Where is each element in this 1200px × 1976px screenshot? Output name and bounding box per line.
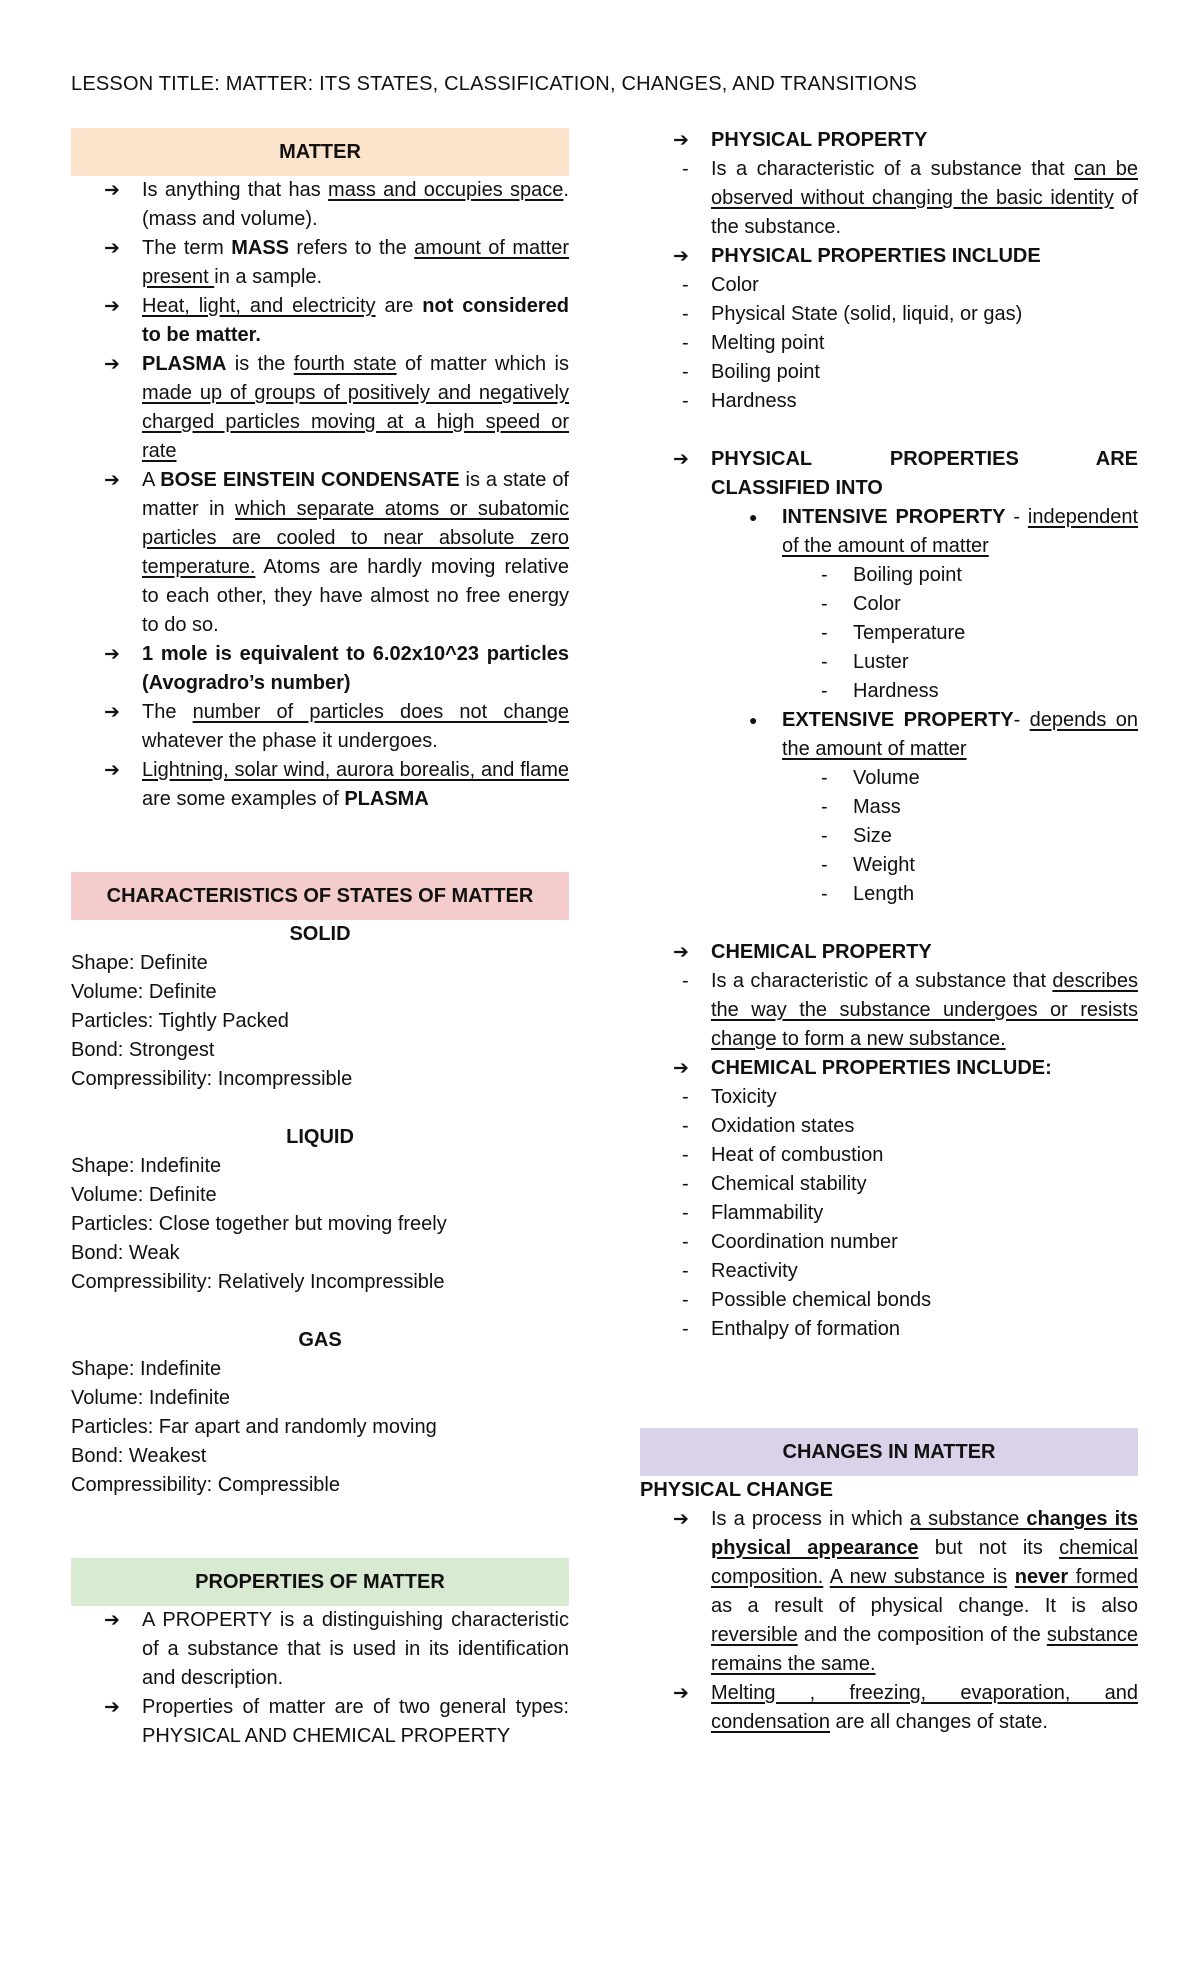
solid-line: Particles: Tightly Packed bbox=[71, 1010, 289, 1032]
physical-definition-list bbox=[640, 155, 1138, 242]
liquid-line: Compressibility: Relatively Incompressible bbox=[71, 1271, 445, 1293]
list-item: - Flammability bbox=[640, 1199, 1138, 1228]
liquid-line: Bond: Weak bbox=[71, 1242, 180, 1264]
list-item: - Hardness bbox=[640, 677, 1138, 706]
list-item: - Toxicity bbox=[640, 1083, 1138, 1112]
gas-block bbox=[71, 1326, 569, 1500]
list-item: ➔ Lightning, solar wind, aurora borealis, and flame are some examples of PLASMA bbox=[71, 756, 569, 814]
chemical-include-heading: ➔ CHEMICAL PROPERTIES INCLUDE: bbox=[640, 1054, 1138, 1083]
states-heading: CHARACTERISTICS OF STATES OF MATTER bbox=[71, 872, 569, 920]
intensive-list bbox=[640, 503, 1138, 561]
list-item: - Heat of combustion bbox=[640, 1141, 1138, 1170]
list-item: - Hardness bbox=[640, 387, 1138, 416]
list-item: - Temperature bbox=[640, 619, 1138, 648]
list-item: ● INTENSIVE PROPERTY - independent of the amount of matter bbox=[640, 503, 1138, 561]
list-item: - Physical State (solid, liquid, or gas) bbox=[640, 300, 1138, 329]
gas-line: Bond: Weakest bbox=[71, 1445, 207, 1467]
solid-line: Bond: Strongest bbox=[71, 1039, 215, 1061]
matter-list bbox=[71, 176, 569, 814]
list-item: ● EXTENSIVE PROPERTY- depends on the amount of matter bbox=[640, 706, 1138, 764]
list-item: ➔ Melting , freezing, evaporation, and condensation are all changes of state. bbox=[640, 1679, 1138, 1737]
gas-line: Shape: Indefinite bbox=[71, 1358, 222, 1380]
gas-line: Particles: Far apart and randomly moving bbox=[71, 1416, 437, 1438]
solid-title: SOLID bbox=[289, 923, 351, 945]
list-item: ➔ 1 mole is equivalent to 6.02x10^23 particles (Avogradro’s number) bbox=[71, 640, 569, 698]
list-item: ➔ The term MASS refers to the amount of matter present in a sample. bbox=[71, 234, 569, 292]
list-item: - Size bbox=[640, 822, 1138, 851]
list-item: - Melting point bbox=[640, 329, 1138, 358]
gas-title: GAS bbox=[298, 1329, 342, 1351]
chemical-definition-list bbox=[640, 967, 1138, 1054]
extensive-items bbox=[640, 764, 1138, 909]
classified-heading-list bbox=[640, 445, 1138, 474]
physical-property-heading: ➔ PHYSICAL PROPERTY bbox=[640, 126, 1138, 155]
classified-heading-line1: ➔ PHYSICAL PROPERTIES ARE bbox=[640, 445, 1138, 474]
list-item: ➔ A PROPERTY is a distinguishing characteristic of a substance that is used in its identification and description. bbox=[71, 1606, 569, 1693]
liquid-title: LIQUID bbox=[286, 1126, 354, 1148]
list-item: - Boiling point bbox=[640, 561, 1138, 590]
properties-list bbox=[71, 1606, 569, 1751]
list-item: - Reactivity bbox=[640, 1257, 1138, 1286]
intensive-items bbox=[640, 561, 1138, 706]
chemical-include-heading-list bbox=[640, 1054, 1138, 1083]
physical-change-heading: PHYSICAL CHANGE bbox=[640, 1479, 833, 1501]
list-item: - Color bbox=[640, 590, 1138, 619]
list-item: - Volume bbox=[640, 764, 1138, 793]
matter-heading: MATTER bbox=[71, 128, 569, 176]
list-item: ➔ Is a process in which a substance changes its physical appearance but not its chemical composition. A new substance is never formed as a result of physical change. It is also reversible and the composition of the substance remains the same. bbox=[640, 1505, 1138, 1679]
physical-include-heading: ➔ PHYSICAL PROPERTIES INCLUDE bbox=[640, 242, 1138, 271]
physical-include-heading-list bbox=[640, 242, 1138, 271]
gas-line: Volume: Indefinite bbox=[71, 1387, 230, 1409]
list-item: ➔ Properties of matter are of two general types: PHYSICAL AND CHEMICAL PROPERTY bbox=[71, 1693, 569, 1751]
list-item: - Length bbox=[640, 880, 1138, 909]
solid-line: Compressibility: Incompressible bbox=[71, 1068, 353, 1090]
physical-property-list bbox=[640, 126, 1138, 155]
list-item: - Enthalpy of formation bbox=[640, 1315, 1138, 1344]
solid-line: Shape: Definite bbox=[71, 952, 208, 974]
list-item: - Is a characteristic of a substance that can be observed without changing the basic identity of the substance. bbox=[640, 155, 1138, 242]
chemical-include-list bbox=[640, 1083, 1138, 1344]
liquid-block bbox=[71, 1123, 569, 1297]
list-item: ➔ Is anything that has mass and occupies space. (mass and volume). bbox=[71, 176, 569, 234]
physical-include-list bbox=[640, 271, 1138, 416]
list-item: - Luster bbox=[640, 648, 1138, 677]
gas-line: Compressibility: Compressible bbox=[71, 1474, 340, 1496]
liquid-line: Shape: Indefinite bbox=[71, 1155, 222, 1177]
liquid-line: Particles: Close together but moving freely bbox=[71, 1213, 447, 1235]
left-column bbox=[71, 128, 569, 1751]
list-item: - Is a characteristic of a substance that describes the way the substance undergoes or resists change to form a new substance. bbox=[640, 967, 1138, 1054]
list-item: ➔ PLASMA is the fourth state of matter which is made up of groups of positively and negatively charged particles moving at a high speed or rate bbox=[71, 350, 569, 466]
solid-line: Volume: Definite bbox=[71, 981, 217, 1003]
list-item: - Oxidation states bbox=[640, 1112, 1138, 1141]
changes-heading: CHANGES IN MATTER bbox=[640, 1428, 1138, 1476]
list-item: - Color bbox=[640, 271, 1138, 300]
classified-heading: CLASSIFIED INTO bbox=[711, 477, 883, 499]
right-column bbox=[640, 126, 1138, 1737]
list-item: - Weight bbox=[640, 851, 1138, 880]
extensive-list bbox=[640, 706, 1138, 764]
list-item: - Mass bbox=[640, 793, 1138, 822]
list-item: ➔ Heat, light, and electricity are not considered to be matter. bbox=[71, 292, 569, 350]
list-item: - Coordination number bbox=[640, 1228, 1138, 1257]
page-title: LESSON TITLE: MATTER: ITS STATES, CLASSIFICATION, CHANGES, AND TRANSITIONS bbox=[71, 73, 918, 95]
list-item: ➔ A BOSE EINSTEIN CONDENSATE is a state of matter in which separate atoms or subatomic particles are cooled to near absolute zero temperature. Atoms are hardly moving relative to each other, they have almost no free energy to do so. bbox=[71, 466, 569, 640]
solid-block bbox=[71, 920, 569, 1094]
properties-heading: PROPERTIES OF MATTER bbox=[71, 1558, 569, 1606]
changes-list bbox=[640, 1505, 1138, 1737]
list-item: - Possible chemical bonds bbox=[640, 1286, 1138, 1315]
liquid-line: Volume: Definite bbox=[71, 1184, 217, 1206]
chemical-property-heading: ➔ CHEMICAL PROPERTY bbox=[640, 938, 1138, 967]
list-item: - Boiling point bbox=[640, 358, 1138, 387]
list-item: ➔ The number of particles does not change whatever the phase it undergoes. bbox=[71, 698, 569, 756]
chemical-property-list bbox=[640, 938, 1138, 967]
list-item: - Chemical stability bbox=[640, 1170, 1138, 1199]
